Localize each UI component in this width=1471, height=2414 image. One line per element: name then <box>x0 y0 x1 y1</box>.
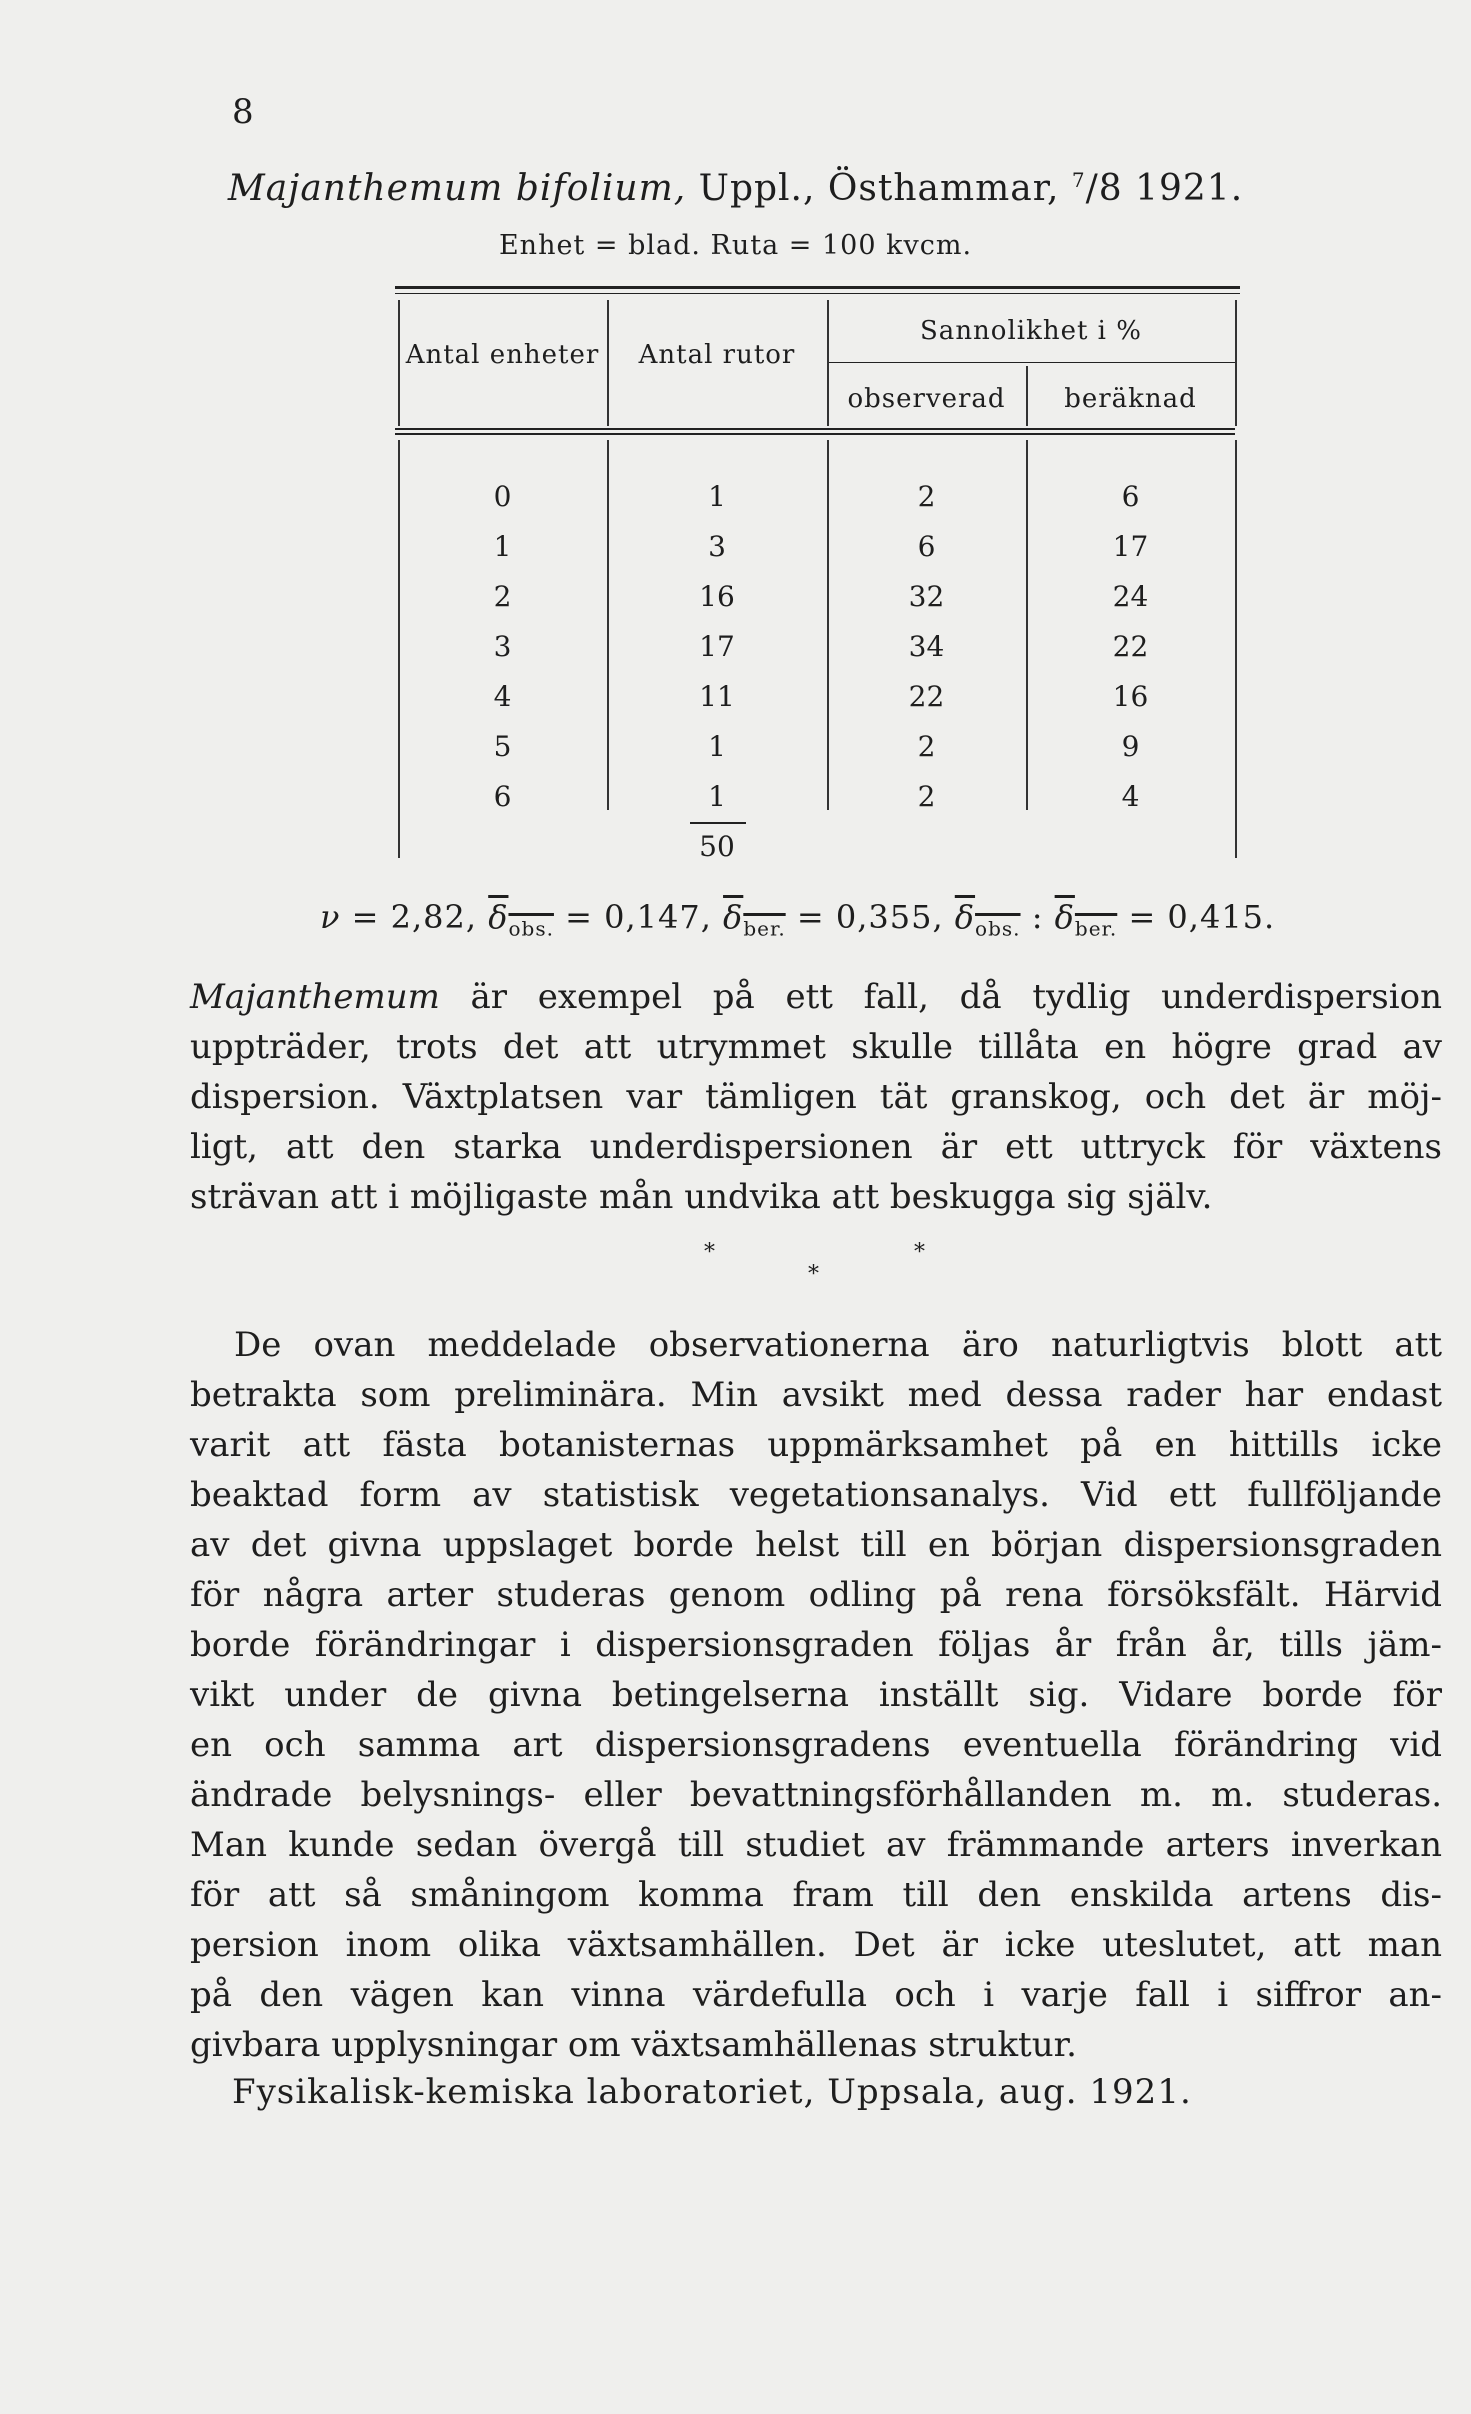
text-line: en och samma art dispersionsgradens eventuella förändring vid <box>190 1725 1442 1765</box>
table-cell: 22 <box>908 680 945 713</box>
title-date: /8 1921. <box>1085 168 1244 209</box>
page-number: 8 <box>232 92 254 132</box>
section-star: * <box>808 1262 819 1287</box>
table-title <box>0 168 1471 209</box>
table-subtitle: Enhet = blad. Ruta = 100 kvcm. <box>498 230 973 261</box>
paragraph-1 <box>190 972 1442 1222</box>
obs-subscript: obs. <box>975 916 1021 941</box>
table-cell: 2 <box>917 780 936 813</box>
table-cell: 16 <box>699 580 735 613</box>
header-sannolikhet: Sannolikhet i % <box>920 316 1142 346</box>
sum-rule <box>690 822 746 824</box>
text-line: uppträder, trots det att utrymmet skulle tillåta en högre grad av <box>190 1027 1442 1067</box>
ratio-colon: : <box>1020 898 1055 936</box>
group-header-rule <box>828 362 1235 363</box>
table-cell: 6 <box>493 780 512 813</box>
signature-line: Fysikalisk-kemiska laboratoriet, Uppsala, aug. 1921. <box>232 2072 1192 2112</box>
vline-right-body <box>1235 440 1237 858</box>
text-line: persion inom olika växtsamhällen. Det är icke uteslutet, att man <box>190 1925 1442 1965</box>
delta-symbol: δ <box>954 898 976 936</box>
table-cell: 24 <box>1112 580 1149 613</box>
ratio-value: = 0,415. <box>1117 898 1276 936</box>
text-line: vikt under de givna betingelserna inställt sig. Vidare borde för <box>190 1675 1442 1715</box>
table-cell: 2 <box>493 580 512 613</box>
text-line: ändrade belysnings- eller bevattningsförhållanden m. m. studeras. <box>190 1775 1442 1815</box>
table-cell: 1 <box>708 480 726 513</box>
title-location: Uppl., Östhammar, <box>686 168 1072 209</box>
text-line: på den vägen kan vinna värdefulla och i varje fall i siffror an- <box>190 1975 1442 2015</box>
obs-subscript: obs. <box>508 916 554 941</box>
title-date-sup: 7 <box>1071 168 1086 192</box>
nu-value: = 2,82, <box>340 898 489 936</box>
ber-subscript: ber. <box>1074 916 1118 941</box>
header-bottom-rule <box>395 428 1235 430</box>
text-line: av det givna uppslaget borde helst till en början dispersionsgraden <box>190 1525 1442 1565</box>
table-cell: 1 <box>708 780 726 813</box>
species-italic: Majanthemum <box>190 977 440 1017</box>
table-cell: 2 <box>917 480 936 513</box>
text-line: givbara upplysningar om växtsamhällenas struktur. <box>190 2025 1077 2065</box>
text-line <box>190 972 1442 1022</box>
table-cell: 3 <box>708 530 726 563</box>
table-cell: 4 <box>1121 780 1140 813</box>
delta-ber-value: = 0,355, <box>785 898 955 936</box>
text-line: för att så småningom komma fram till den enskilda artens dis- <box>190 1875 1442 1915</box>
text-line: De ovan meddelade observationerna äro naturligtvis blott att <box>234 1325 1442 1365</box>
table-cell: 17 <box>699 630 735 663</box>
table-total: 50 <box>699 830 735 863</box>
dispersion-formula <box>320 898 1275 940</box>
table-cell: 0 <box>493 480 512 513</box>
table-cell: 1 <box>493 530 512 563</box>
header-antal-enheter: Antal enheter <box>405 340 600 370</box>
table-cell: 22 <box>1112 630 1149 663</box>
table-cell: 6 <box>917 530 936 563</box>
table-cell: 17 <box>1112 530 1149 563</box>
delta-symbol: δ <box>488 898 509 936</box>
text-span: är exempel på ett fall, då tydlig underdispersion <box>439 977 1442 1017</box>
text-line: betrakta som preliminära. Min avsikt med dessa rader har endast <box>190 1375 1442 1415</box>
table-top-rule-thin <box>395 293 1240 294</box>
text-line: varit att fästa botanisternas uppmärksamhet på en hittills icke <box>190 1425 1442 1465</box>
paragraph-2 <box>190 1320 1442 2070</box>
section-star: * <box>914 1240 925 1265</box>
header-antal-rutor: Antal rutor <box>638 340 796 370</box>
header-beraknad: beräknad <box>1064 384 1197 414</box>
species-name: Majanthemum bifolium, <box>227 168 687 209</box>
table-cell: 2 <box>917 730 936 763</box>
table-cell: 11 <box>699 680 735 713</box>
delta-symbol: δ <box>723 898 744 936</box>
table-cell: 34 <box>908 630 945 663</box>
header-observerad: observerad <box>847 384 1006 414</box>
ber-subscript: ber. <box>743 916 786 941</box>
table-cell: 6 <box>1121 480 1140 513</box>
nu-symbol: ν <box>320 898 341 936</box>
table-cell: 32 <box>908 580 945 613</box>
table-cell: 4 <box>493 680 512 713</box>
delta-obs-value: = 0,147, <box>553 898 724 936</box>
text-line: borde förändringar i dispersionsgraden följas år från år, tills jäm- <box>190 1625 1442 1665</box>
text-line: strävan att i möjligaste mån undvika att beskugga sig själv. <box>190 1177 1213 1217</box>
text-line: Man kunde sedan övergå till studiet av främmande arters inverkan <box>190 1825 1442 1865</box>
section-star: * <box>704 1240 715 1265</box>
text-line: beaktad form av statistisk vegetationsanalys. Vid ett fullföljande <box>190 1475 1442 1515</box>
table-top-rule <box>395 286 1240 289</box>
table-cell: 16 <box>1112 680 1149 713</box>
table-cell: 5 <box>493 730 512 763</box>
delta-symbol: δ <box>1054 898 1075 936</box>
text-line: dispersion. Växtplatsen var tämligen tät granskog, och det är möj- <box>190 1077 1442 1117</box>
header-bottom-rule-2 <box>395 433 1235 435</box>
text-line: för några arter studeras genom odling på rena försöksfält. Härvid <box>190 1575 1442 1615</box>
table-cell: 1 <box>708 730 726 763</box>
vline-right-header <box>1235 300 1237 426</box>
table-cell: 3 <box>493 630 512 663</box>
text-line: ligt, att den starka underdispersionen är ett uttryck för växtens <box>190 1127 1442 1167</box>
table-cell: 9 <box>1121 730 1140 763</box>
